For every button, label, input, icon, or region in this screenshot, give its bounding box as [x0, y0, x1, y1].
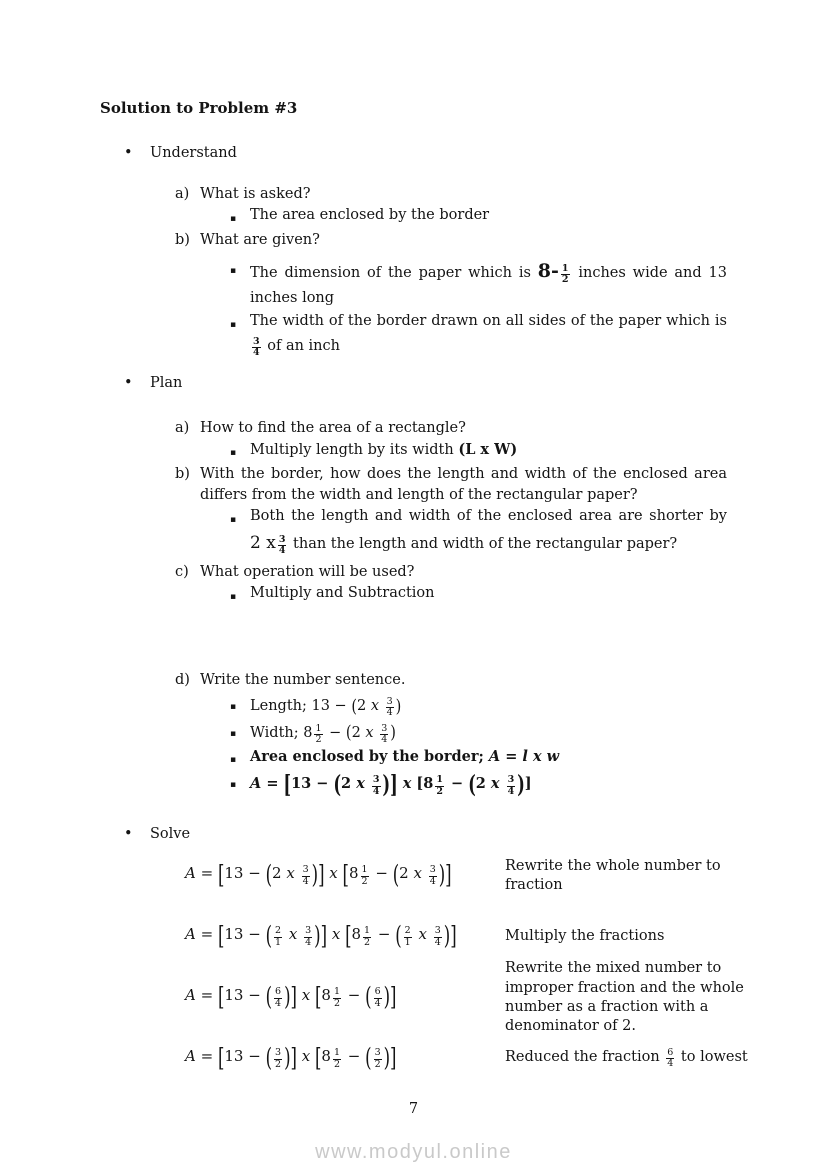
solve-steps: [100, 855, 748, 1080]
equation: A = [13 − ( $\frac{2}{1}$ x $\frac{3}{4}$ )] x [8 $\frac{1}{2}$ − ( $\frac{2}{1}$ x $\frac{3}{4}$ )]: [185, 921, 457, 950]
equation-note: Rewrite the whole number to fraction: [505, 857, 721, 893]
fraction: $\frac{6}{4}$: [374, 986, 381, 1009]
list-item-b-plan: [175, 464, 727, 506]
fraction: $\frac{1}{2}$: [315, 722, 322, 745]
square-bullet-icon: ▪: [230, 214, 237, 224]
list-item-given-border: [230, 311, 727, 361]
answer-text: [250, 506, 727, 560]
square-bullet-icon: ▪: [230, 448, 237, 458]
list-label: a): [175, 186, 190, 202]
list-label: d): [175, 672, 190, 688]
answer-text: Multiply and Subtraction: [250, 585, 435, 601]
question-line2: differs from the width and length of the rectangular paper?: [200, 487, 638, 503]
fraction: $\frac{3}{2}$: [374, 1047, 381, 1070]
given-border-text: [250, 311, 727, 361]
equation-note: Multiply the fractions: [505, 928, 665, 945]
solve-step-3: [100, 960, 744, 1034]
fraction: $\frac{1}{2}$: [436, 774, 443, 797]
question-text: [200, 464, 727, 506]
fraction: $\frac{3}{4}$: [381, 722, 388, 745]
equation: A = [13 − ( $\frac{6}{4}$ )] x [8 $\frac{1}{2}$ − ( $\frac{6}{4}$ )]: [185, 982, 397, 1011]
equation-note: Reduced the fraction $\frac{6}{4}$ to lowest: [505, 1046, 748, 1070]
square-bullet-icon: ▪: [230, 780, 237, 791]
fraction: $\frac{3}{4}$: [434, 925, 441, 948]
fraction: $\frac{1}{2}$: [561, 262, 569, 286]
fraction: $\frac{1}{2}$: [364, 925, 371, 948]
given-dimension-line1: The dimension of the paper which is 8- $\frac{1}{2}$ inches wide and 13: [250, 260, 727, 286]
bullet-icon: •: [124, 375, 133, 391]
list-item-d-plan: [175, 670, 727, 691]
fraction: $\frac{3}{4}$: [253, 335, 260, 359]
list-item-area: [230, 746, 727, 771]
question-text: What are given?: [200, 232, 320, 248]
fraction: $\frac{6}{4}$: [667, 1046, 674, 1070]
list-item: [230, 506, 727, 560]
list-item-c-plan: [175, 562, 727, 583]
solve-step-2: [100, 916, 727, 958]
square-bullet-icon: ▪: [230, 702, 237, 712]
list-item-formula: [230, 771, 727, 797]
answer-text: Multiply length by its width (L x W): [250, 441, 518, 458]
square-bullet-icon: ▪: [230, 266, 237, 276]
list-item: [230, 439, 727, 464]
square-bullet-icon: ▪: [230, 592, 237, 602]
section-label-understand: Understand: [150, 145, 237, 161]
square-bullet-icon: ▪: [230, 320, 237, 330]
fraction: $\frac{3}{4}$: [507, 774, 515, 797]
answer-line2: 2 x $\frac{3}{4}$ than the length and width of the rectangular paper?: [250, 533, 678, 557]
page-title: Solution to Problem #3: [100, 99, 298, 117]
bullet-item-solve: [100, 824, 727, 845]
formula-sentence: A = [13 − (2 x $\frac{3}{4}$ )] x [8 $\frac{1}{2}$ − (2 x $\frac{3}{4}$ )]: [250, 769, 532, 799]
fraction: $\frac{3}{4}$: [429, 864, 436, 887]
section-label-solve: Solve: [150, 825, 191, 842]
page-number: 7: [408, 1100, 419, 1117]
fraction: $\frac{3}{4}$: [372, 774, 380, 797]
solve-step-1: [100, 855, 727, 897]
list-label: b): [175, 232, 190, 248]
question-line1: With the border, how does the length and width of the enclosed area: [200, 466, 727, 482]
width-sentence: Width; 8 $\frac{1}{2}$ − (2 x $\frac{3}{4}$ ): [250, 722, 396, 745]
list-item-width: [230, 720, 727, 747]
list-item: [230, 583, 727, 608]
list-label: a): [175, 420, 190, 436]
question-text: What operation will be used?: [200, 564, 415, 580]
square-bullet-icon: ▪: [230, 755, 237, 766]
solve-step-4: [100, 1038, 748, 1080]
fraction: $\frac{3}{4}$: [302, 864, 309, 887]
bullet-icon: •: [124, 825, 133, 842]
question-text: Write the number sentence.: [200, 672, 406, 688]
fraction: $\frac{3}{4}$: [278, 533, 286, 557]
square-bullet-icon: ▪: [230, 728, 237, 739]
list-item-a-plan: [175, 418, 727, 439]
fraction: $\frac{1}{2}$: [333, 1047, 341, 1070]
square-bullet-icon: ▪: [230, 515, 237, 525]
fraction: $\frac{1}{2}$: [361, 864, 368, 887]
fraction: $\frac{1}{2}$: [333, 986, 341, 1009]
bullet-item-understand: [100, 143, 727, 164]
area-sentence: Area enclosed by the border; A = l x w: [250, 748, 560, 766]
given-dimension-text: [250, 257, 727, 309]
equation: A = [13 − (2 x $\frac{3}{4}$ )] x [8 $\frac{1}{2}$ − (2 x $\frac{3}{4}$ )]: [185, 860, 452, 889]
given-border-line2: $\frac{3}{4}$ of an inch: [253, 335, 340, 359]
question-text: What is asked?: [200, 186, 311, 202]
list-item-given-dimension: [230, 257, 727, 309]
list-item-a-understand: [175, 184, 727, 205]
list-item: [230, 205, 727, 230]
bullet-item-plan: [100, 373, 727, 394]
given-border-line1: The width of the border drawn on all sides of the paper which is: [250, 313, 727, 329]
answer-text: The area enclosed by the border: [250, 207, 490, 223]
watermark: www.modyul.online: [315, 1140, 512, 1163]
answer-line1: Both the length and width of the enclosed area are shorter by: [250, 508, 727, 524]
list-label: c): [175, 564, 189, 580]
fraction: $\frac{2}{1}$: [275, 925, 282, 948]
fraction: $\frac{3}{4}$: [305, 925, 312, 948]
list-item-b-understand: [175, 230, 727, 251]
equation-note: Rewrite the mixed number to improper fraction and the whole number as a fraction with a denominator of 2.: [505, 960, 744, 1034]
fraction: $\frac{3}{2}$: [275, 1047, 282, 1070]
fraction: $\frac{2}{1}$: [404, 925, 411, 948]
list-item-length: [230, 693, 727, 720]
section-label-plan: Plan: [150, 375, 183, 391]
length-sentence: Length; 13 − (2 x $\frac{3}{4}$ ): [250, 695, 402, 719]
fraction: $\frac{6}{4}$: [275, 986, 282, 1009]
fraction: $\frac{3}{4}$: [386, 695, 393, 719]
equation: A = [13 − ( $\frac{3}{2}$ )] x [8 $\frac{1}{2}$ − ( $\frac{3}{2}$ )]: [185, 1043, 397, 1072]
list-label: b): [175, 466, 190, 482]
question-text: How to find the area of a rectangle?: [200, 420, 466, 436]
given-dimension-line2: inches long: [250, 290, 335, 306]
bullet-icon: •: [124, 145, 133, 161]
